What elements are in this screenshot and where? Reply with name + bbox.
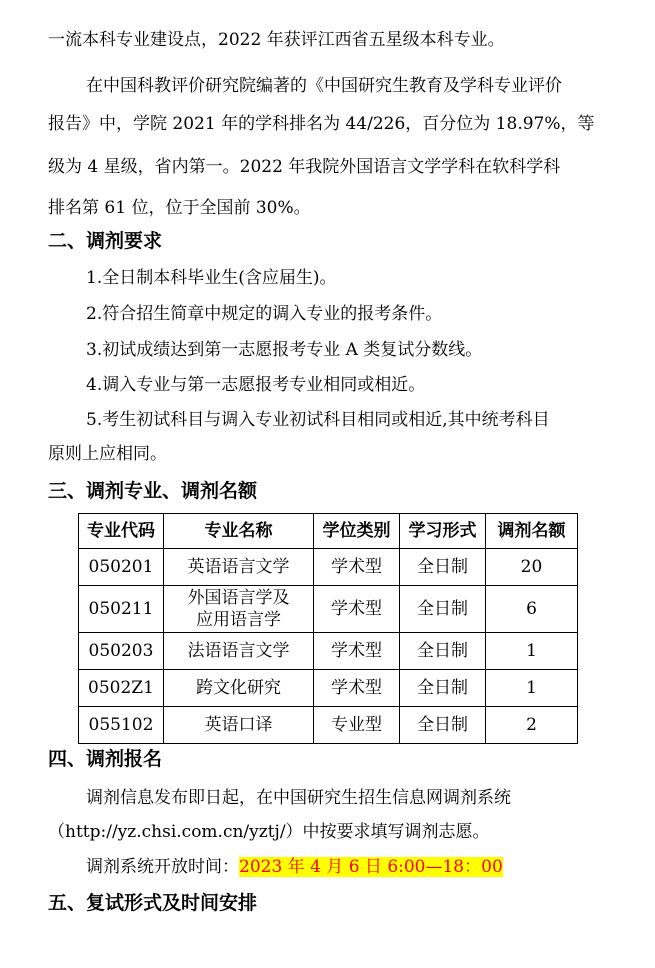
intro-para2-line-4: 排名第 61 位，位于全国前 30%。	[48, 198, 311, 218]
header-quota: 调剂名额	[486, 514, 578, 549]
signup-line-2: （http://yz.chsi.com.cn/yztj/）中按要求填写调剂志愿。	[48, 822, 490, 842]
header-degree: 学位类别	[314, 514, 400, 549]
table-row	[79, 633, 578, 670]
cell-mode: 全日制	[400, 707, 486, 744]
intro-para2-line-2: 报告》中，学院 2021 年的学科排名为 44/226，百分位为 18.97%，等	[48, 114, 595, 134]
cell-name	[164, 586, 314, 633]
table-row	[79, 707, 578, 744]
requirement-item-3: 3.初试成绩达到第一志愿报考专业 A 类复试分数线。	[86, 340, 483, 360]
section-2-heading: 二、调剂要求	[48, 230, 163, 252]
cell-code: 055102	[79, 707, 164, 744]
quota-table	[78, 513, 578, 744]
table-row	[79, 549, 578, 586]
cell-degree: 学术型	[314, 586, 400, 633]
cell-mode: 全日制	[400, 549, 486, 586]
table-row	[79, 670, 578, 707]
header-code: 专业代码	[79, 514, 164, 549]
requirement-item-2: 2.符合招生简章中规定的调入专业的报考条件。	[86, 304, 443, 324]
requirement-item-5: 5.考生初试科目与调入专业初试科目相同或相近,其中统考科目	[86, 410, 550, 430]
cell-mode: 全日制	[400, 670, 486, 707]
cell-name: 法语语言文学	[164, 633, 314, 670]
header-mode: 学习形式	[400, 514, 486, 549]
cell-degree: 学术型	[314, 670, 400, 707]
section-4-heading: 四、调剂报名	[48, 748, 163, 770]
cell-quota: 1	[486, 633, 578, 670]
intro-para2-line-1: 在中国科教评价研究院编著的《中国研究生教育及学科专业评价	[86, 76, 562, 96]
requirement-item-4: 4.调入专业与第一志愿报考专业相同或相近。	[86, 375, 426, 395]
signup-line-1: 调剂信息发布即日起，在中国研究生招生信息网调剂系统	[86, 788, 511, 808]
cell-degree: 专业型	[314, 707, 400, 744]
requirement-item-5-cont: 原则上应相同。	[48, 444, 167, 464]
cell-mode: 全日制	[400, 633, 486, 670]
table-row	[79, 586, 578, 633]
cell-quota: 1	[486, 670, 578, 707]
requirement-item-1: 1.全日制本科毕业生(含应届生)。	[86, 268, 337, 288]
intro-line-1: 一流本科专业建设点，2022 年获评江西省五星级本科专业。	[48, 30, 505, 50]
section-5-heading: 五、复试形式及时间安排	[48, 892, 258, 914]
cell-degree: 学术型	[314, 633, 400, 670]
cell-name: 英语语言文学	[164, 549, 314, 586]
cell-code: 050203	[79, 633, 164, 670]
cell-code: 050201	[79, 549, 164, 586]
cell-name: 跨文化研究	[164, 670, 314, 707]
cell-quota: 20	[486, 549, 578, 586]
section-3-heading: 三、调剂专业、调剂名额	[48, 480, 258, 502]
cell-mode: 全日制	[400, 586, 486, 633]
open-time-label: 调剂系统开放时间：	[86, 857, 239, 877]
cell-name: 英语口译	[164, 707, 314, 744]
cell-quota: 2	[486, 707, 578, 744]
cell-name-line-2: 应用语言学	[196, 610, 281, 630]
open-time-line	[86, 855, 503, 879]
intro-para2-line-3: 级为 4 星级，省内第一。2022 年我院外国语言文学学科在软科学科	[48, 157, 561, 177]
cell-name-line-1: 外国语言学及	[187, 588, 290, 608]
open-time-value: 2023 年 4 月 6 日 6:00—18：00	[239, 857, 503, 877]
cell-quota: 6	[486, 586, 578, 633]
header-name: 专业名称	[164, 514, 314, 549]
cell-degree: 学术型	[314, 549, 400, 586]
table-header-row	[79, 514, 578, 549]
cell-code: 050211	[79, 586, 164, 633]
cell-code: 0502Z1	[79, 670, 164, 707]
